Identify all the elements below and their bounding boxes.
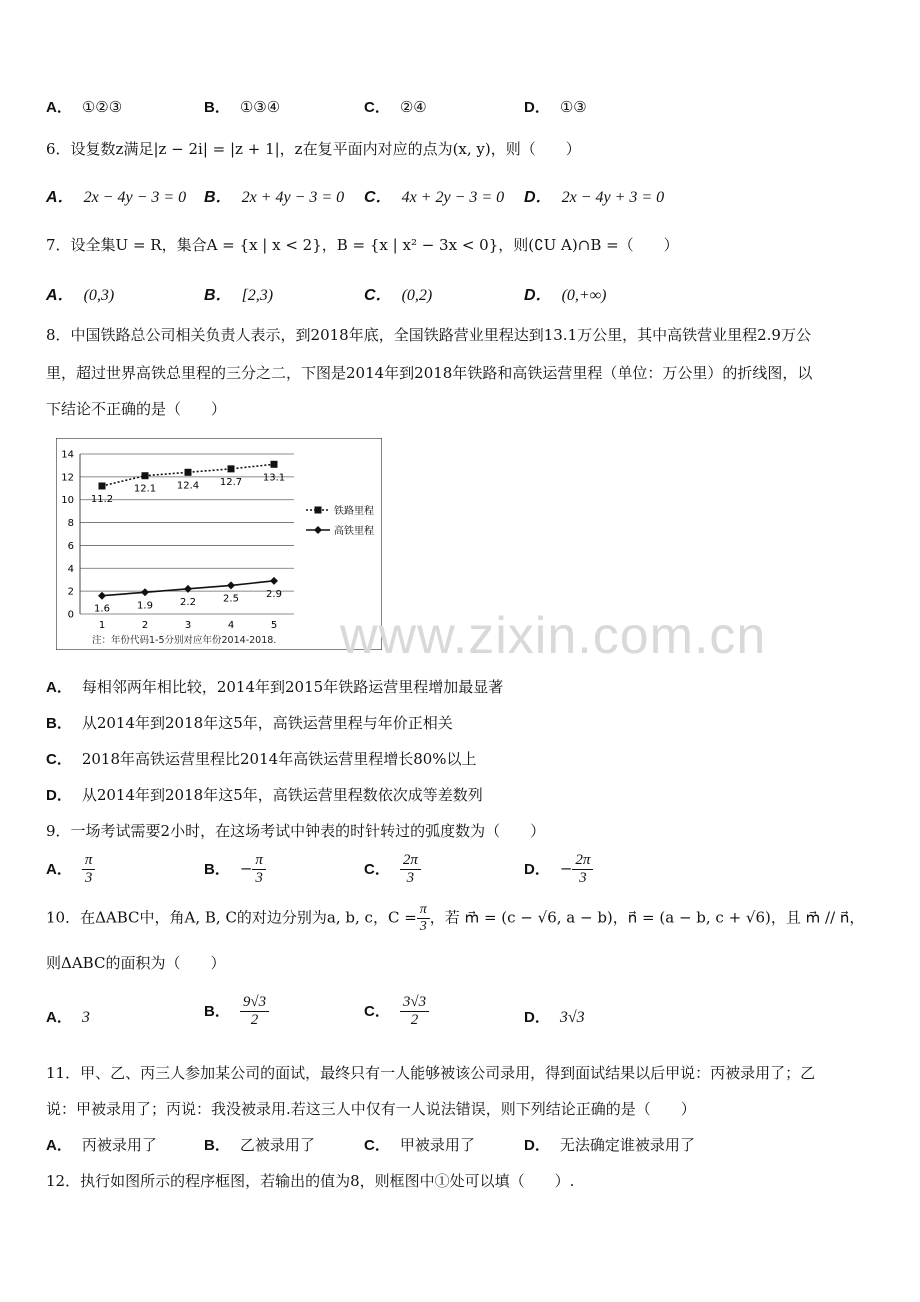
fraction-denominator: 3: [419, 919, 427, 934]
option-key: D．: [524, 860, 550, 878]
option-key: C．: [364, 1002, 390, 1020]
option-value: 2x + 4y − 3 = 0: [241, 189, 345, 206]
q9-stem: 9．一场考试需要2小时，在这场考试中钟表的时针转过的弧度数为（ ）: [46, 822, 546, 840]
q6-stem: 6．设复数z满足|z − 2i| = |z + 1|，z在复平面内对应的点为(x, y)，则（ ）: [46, 140, 581, 158]
q8-option-d: [46, 784, 483, 805]
option-key: B．: [204, 1137, 230, 1154]
q10-option-d: [524, 1006, 585, 1027]
q11-option-c: [364, 1134, 475, 1155]
option-key: D．: [524, 1009, 550, 1026]
chart-frame: [56, 438, 382, 650]
x-tick-label: 1: [98, 620, 106, 631]
x-tick-label: 5: [270, 620, 278, 631]
fraction-denominator: 3: [84, 870, 93, 886]
option-value: 3√3: [559, 1009, 585, 1026]
q11-option-b: [204, 1134, 315, 1155]
data-label: 13.1: [262, 472, 286, 484]
option-value: ①③: [559, 98, 587, 116]
data-point: [99, 483, 106, 490]
data-label: 11.2: [90, 494, 114, 505]
y-tick-label: 8: [67, 518, 74, 530]
legend-label: 高铁里程: [334, 526, 374, 537]
option-key: D．: [46, 787, 72, 804]
option-key: C．: [364, 287, 392, 304]
legend-label: 铁路里程: [334, 506, 374, 517]
fraction-denominator: 3: [579, 870, 587, 886]
fraction-denominator: 3: [255, 870, 263, 886]
y-tick-label: 10: [61, 495, 74, 507]
data-label: 2.5: [223, 593, 239, 605]
option-key: A．: [46, 189, 74, 206]
option-value: ①②③: [81, 98, 123, 116]
option-value: 乙被录用了: [239, 1136, 315, 1154]
option-key: A．: [46, 287, 74, 304]
y-tick-label: 12: [61, 472, 74, 484]
y-tick-label: 14: [61, 449, 74, 461]
q7-option-d: [524, 282, 606, 305]
option-key: B．: [204, 287, 232, 304]
q5-option-d: [524, 96, 587, 117]
option-key: C．: [364, 860, 390, 878]
option-value: ②④: [399, 98, 427, 116]
option-key: D．: [524, 287, 552, 304]
line-chart: [56, 438, 382, 650]
q7-option-b: [204, 282, 273, 305]
q10-option-a: [46, 1006, 90, 1027]
option-value: 3: [81, 1009, 90, 1026]
option-value: (0,+∞): [561, 287, 607, 304]
legend-marker: [315, 507, 322, 514]
fraction-numerator: π: [417, 902, 430, 919]
q8-stem-line3: 下结论不正确的是（ ）: [46, 400, 227, 418]
q8-option-a: [46, 676, 503, 697]
data-label: 12.7: [219, 476, 243, 488]
option-value: 每相邻两年相比较，2014年到2015年铁路运营里程增加最显著: [81, 678, 504, 696]
q9-option-c: [364, 852, 421, 887]
data-point: [185, 469, 192, 476]
option-value: (0,2): [401, 287, 433, 304]
q8-stem-line1: 8．中国铁路总公司相关负责人表示，到2018年底，全国铁路营业里程达到13.1万公里，其中高铁营业里程2.9万公: [46, 326, 811, 344]
option-key: B．: [204, 189, 232, 206]
fraction-numerator: 2π: [572, 852, 593, 870]
q11-stem-line1: 11．甲、乙、丙三人参加某公司的面试，最终只有一人能够被该公司录用，得到面试结果以后甲说：丙被录用了；乙: [46, 1064, 816, 1082]
option-key: D．: [524, 189, 552, 206]
option-key: B．: [46, 715, 72, 732]
fraction-numerator: 9√3: [240, 994, 269, 1012]
data-label: 1.9: [137, 600, 153, 612]
y-tick-label: 2: [67, 586, 74, 598]
fraction-numerator: 2π: [400, 852, 421, 870]
data-label: 1.6: [94, 603, 110, 615]
watermark: www.zixin.com.cn: [340, 607, 767, 665]
fraction-numerator: 3√3: [400, 994, 429, 1012]
option-key: A．: [46, 1009, 72, 1026]
x-tick-label: 4: [227, 620, 235, 631]
option-fraction: [400, 994, 429, 1029]
option-value: (0,3): [83, 287, 115, 304]
data-label: 2.9: [266, 588, 282, 600]
q6-option-b: [204, 184, 344, 207]
q8-stem-line2: 里，超过世界高铁总里程的三分之二，下图是2014年到2018年铁路和高铁运营里程（单位：万公里）的折线图，以: [46, 364, 813, 382]
x-tick-label: 2: [141, 620, 149, 631]
fraction-numerator: π: [252, 852, 266, 870]
q10-option-c: [364, 994, 429, 1029]
x-tick-label: 3: [184, 620, 192, 631]
option-fraction: [240, 994, 269, 1029]
data-point: [228, 465, 235, 472]
option-key: A．: [46, 679, 72, 696]
q7-option-c: [364, 282, 432, 305]
q5-option-a: [46, 96, 122, 117]
option-fraction: [572, 852, 593, 887]
q7-stem: 7．设全集U = R，集合A = {x | x < 2}，B = {x | x² − 3x < 0}，则(∁U A)∩B =（ ）: [46, 236, 679, 254]
option-fraction: [252, 852, 266, 887]
q11-option-d: [524, 1134, 695, 1155]
option-value: 2x − 4y + 3 = 0: [561, 189, 665, 206]
y-tick-label: 4: [67, 563, 74, 575]
option-value: 从2014年到2018年这5年，高铁运营里程数依次成等差数列: [81, 786, 483, 804]
q5-option-b: [204, 96, 280, 117]
q10-angle-fraction: [417, 902, 430, 935]
q10-stem: [46, 902, 864, 935]
option-key: D．: [524, 1137, 550, 1154]
option-key: C．: [364, 1137, 390, 1154]
q10-stem-line2: 则ΔABC的面积为（ ）: [46, 954, 226, 972]
option-key: B．: [204, 99, 230, 116]
data-label: 12.4: [176, 480, 200, 492]
option-key: C．: [364, 99, 390, 116]
q6-option-d: [524, 184, 664, 207]
option-fraction: [82, 852, 96, 887]
chart-note: 注：年份代码1-5分别对应年份2014-2018.: [92, 635, 277, 646]
option-value: [2,3): [241, 287, 274, 304]
option-key: A．: [46, 860, 72, 878]
option-key: A．: [46, 99, 72, 116]
option-value: 从2014年到2018年这5年，高铁运营里程与年价正相关: [81, 714, 453, 732]
data-point: [142, 472, 149, 479]
q8-option-c: [46, 748, 477, 769]
q11-stem-line2: 说：甲被录用了；丙说：我没被录用.若这三人中仅有一人说法错误，则下列结论正确的是（ ）: [46, 1100, 696, 1118]
y-tick-label: 6: [67, 540, 74, 552]
q9-option-b: [204, 852, 266, 887]
option-sign: −: [239, 859, 253, 878]
data-point: [271, 461, 278, 468]
q9-option-d: [524, 852, 593, 887]
q10-option-b: [204, 994, 269, 1029]
y-tick-label: 0: [67, 609, 74, 621]
option-value: ①③④: [239, 98, 281, 116]
q11-option-a: [46, 1134, 157, 1155]
fraction-numerator: π: [82, 852, 96, 870]
fraction-denominator: 2: [250, 1012, 259, 1028]
option-value: 2018年高铁运营里程比2014年高铁运营里程增长80%以上: [81, 750, 477, 768]
option-key: B．: [204, 860, 230, 878]
option-value: 2x − 4y − 3 = 0: [83, 189, 187, 206]
fraction-denominator: 3: [406, 870, 415, 886]
option-key: B．: [204, 1002, 230, 1020]
option-key: C．: [364, 189, 392, 206]
option-key: D．: [524, 99, 550, 116]
q5-option-c: [364, 96, 427, 117]
option-sign: −: [559, 859, 573, 878]
q6-option-a: [46, 184, 186, 207]
q6-option-c: [364, 184, 504, 207]
q7-option-a: [46, 282, 114, 305]
q12-stem: 12．执行如图所示的程序框图，若输出的值为8，则框图中①处可以填（ ）.: [46, 1172, 575, 1190]
q9-option-a: [46, 852, 95, 887]
option-value: 4x + 2y − 3 = 0: [401, 189, 505, 206]
option-key: C．: [46, 751, 72, 768]
option-key: A．: [46, 1137, 72, 1154]
fraction-denominator: 2: [410, 1012, 419, 1028]
option-value: 丙被录用了: [81, 1136, 157, 1154]
q10-stem-b: ，若 m⃗ = (c − √6, a − b)，n⃗ = (a − b, c + √6)，且 m⃗ // n⃗，: [429, 908, 865, 927]
q10-stem-a: 10．在ΔABC中，角A, B, C的对边分别为a, b, c，C =: [46, 908, 417, 927]
option-value: 无法确定谁被录用了: [559, 1136, 695, 1154]
data-label: 2.2: [180, 596, 196, 608]
data-label: 12.1: [133, 483, 157, 495]
q8-option-b: [46, 712, 453, 733]
option-fraction: [400, 852, 421, 887]
option-value: 甲被录用了: [399, 1136, 475, 1154]
